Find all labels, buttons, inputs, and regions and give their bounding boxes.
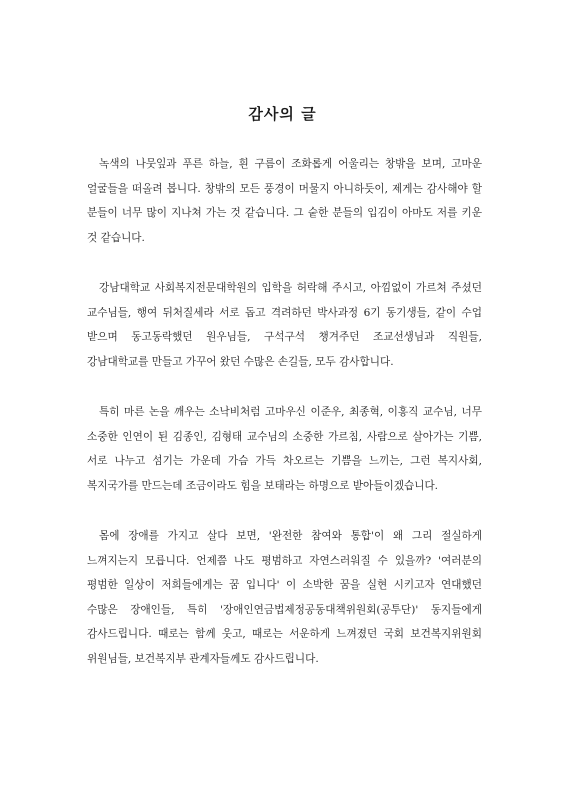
document-body [87, 152, 482, 697]
paragraph-disability-thanks: 몸에 장애를 가지고 살다 보면, '완전한 참여와 통합'이 왜 그리 절실하게 느껴지는지 모릅니다. 언제쯤 나도 평범하고 자연스러워질 수 있을까? '여러분의 평범한 일상이 저희들에게는 꿈 입니다' 이 소박한 꿈을 실현 시키고자 연대했던 수많은 장애인들, 특히 '장애인연금법제정공동대책위원회(공투단)' 동지들에게 감사드립니다. 때로는 함께 웃고, 때로는 서운하게 느껴졌던 국회 보건복지위원회 위원님들, 보건복지부 관계자들께도 감사드립니다. [87, 530, 482, 665]
document-title: 감사의 글 [248, 105, 317, 123]
paragraph-university-thanks: 강남대학교 사회복지전문대학원의 입학을 허락해 주시고, 아낌없이 가르쳐 주셨던 교수님들, 행여 뒤처질세라 서로 돕고 격려하던 박사과정 6기 동기생들, 같이 수업 받으며 동고동락했던 원우님들, 구석구석 챙겨주던 조교선생님과 직원들, 강남대학교를 만들고 가꾸어 왔던 수많은 손길들, 모두 감사합니다. [87, 282, 482, 368]
paragraph-professors-thanks: 특히 마른 논을 깨우는 소낙비처럼 고마우신 이준우, 최종혁, 이홍직 교수님, 너무 소중한 인연이 된 김종인, 김형태 교수님의 소중한 가르침, 사람으로 살아가는 기쁨, 서로 나누고 섬기는 가운데 가슴 가득 차오르는 기쁨을 느끼는, 그런 복지사회, 복지국가를 만드는데 조금이라도 힘을 보태라는 하명으로 받아들이겠습니다. [87, 406, 482, 492]
paragraph-nature-gratitude: 녹색의 나뭇잎과 푸른 하늘, 흰 구름이 조화롭게 어울리는 창밖을 보며, 고마운 얼굴들을 떠올려 봅니다. 창밖의 모든 풍경이 머물지 아니하듯이, 제게는 감사해야 할 분들이 너무 많이 지나쳐 가는 것 같습니다. 그 숱한 분들의 입김이 아마도 저를 키운 것 같습니다. [87, 158, 482, 244]
